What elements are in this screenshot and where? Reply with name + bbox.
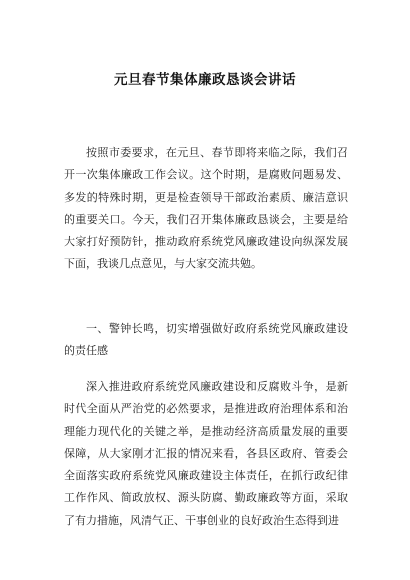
paragraph-intro: 按照市委要求，在元旦、春节即将来临之际，我们召开一次集体廉政工作会议。这个时期，是腐败问题易发、多发的特殊时期，更是检查领导干部政治素质、廉洁意识的重要关口。今天，我们召开集体廉政恳谈会，主要是给大家打好预防针，推动政府系统党风廉政建设向纵深发展下面，我谈几点意见，与大家交流共勉。 (64, 146, 348, 271)
section-heading-1: 一、警钟长鸣，切实增强做好政府系统党风廉政建设的责任感 (64, 322, 348, 358)
document-title: 元旦春节集体廉政恳谈会讲话 (114, 72, 296, 88)
paragraph-section-1: 深入推进政府系统党风廉政建设和反腐败斗争，是新时代全面从严治党的必然要求，是推进政府治理体系和治理能力现代化的关键之举，是推动经济高质量发展的重要保障，从大家刚才汇报的情况来看，各县区政府、管委会全面落实政府系统党风廉政建设主体责任，在抓行政纪律工作作风、简政放权、源头防腐、勤政廉政等方面，采取了有力措施，风清气正、干事创业的良好政治生态得到进 (64, 380, 348, 527)
